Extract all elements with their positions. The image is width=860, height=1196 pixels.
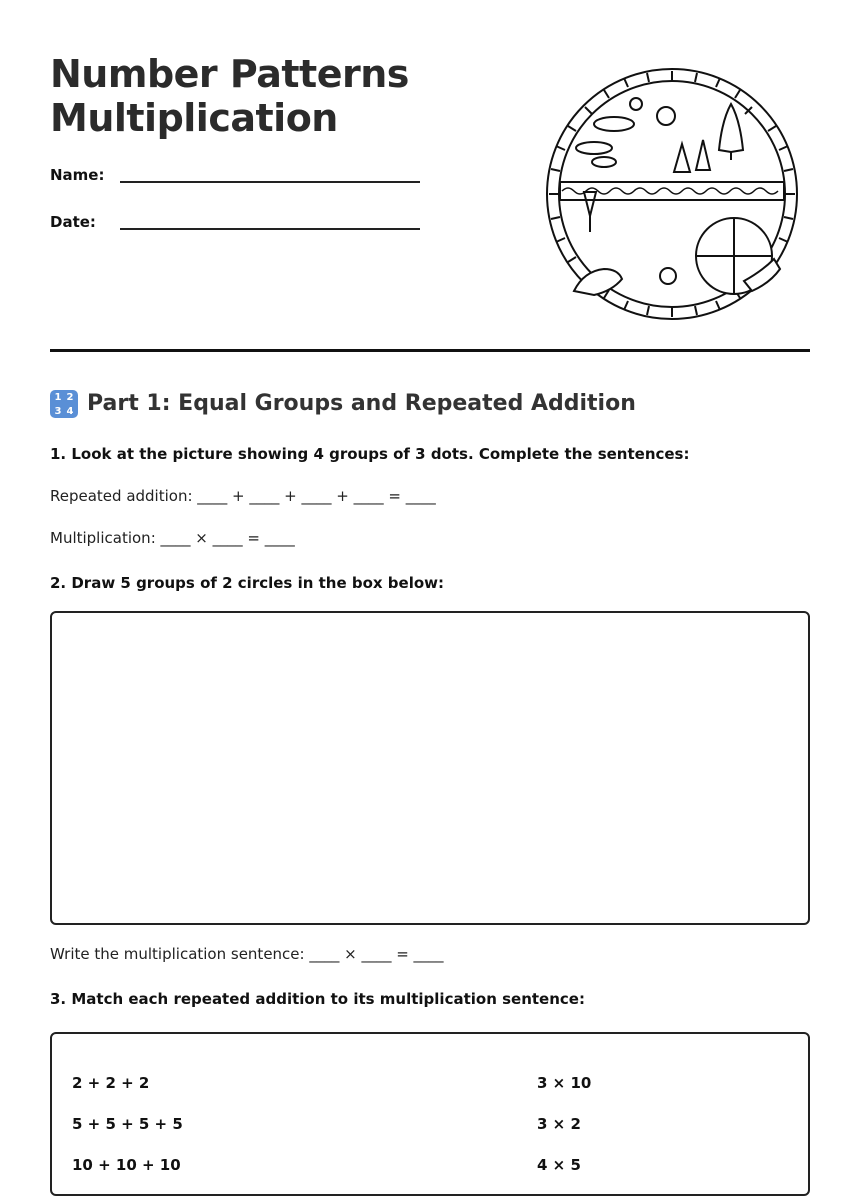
question-3-prompt: 3. Match each repeated addition to its multiplication sentence: (50, 990, 585, 1008)
match-right-item[interactable]: 4 × 5 (537, 1156, 581, 1174)
title-line-2: Multiplication (50, 96, 338, 140)
multiplication-line[interactable]: Multiplication: ____ × ____ = ____ (50, 529, 295, 547)
part1-title: Part 1: Equal Groups and Repeated Addition (87, 391, 636, 416)
match-left-item[interactable]: 10 + 10 + 10 (72, 1156, 181, 1174)
drawing-box[interactable] (50, 611, 810, 925)
page-title (50, 52, 409, 140)
input-numbers-icon: 1 2 3 4 (50, 390, 78, 418)
header-divider (50, 349, 810, 352)
repeated-addition-line[interactable]: Repeated addition: ____ + ____ + ____ + ____ = ____ (50, 487, 436, 505)
worksheet-page (50, 0, 810, 1174)
multiplication-sentence-line[interactable]: Write the multiplication sentence: ____ × ____ = ____ (50, 945, 444, 963)
match-left-item[interactable]: 5 + 5 + 5 + 5 (72, 1115, 183, 1133)
name-write-line[interactable] (120, 181, 420, 183)
seal-illustration (544, 66, 800, 322)
date-write-line[interactable] (120, 228, 420, 230)
question-2-prompt: 2. Draw 5 groups of 2 circles in the box below: (50, 574, 445, 592)
match-right-item[interactable]: 3 × 10 (537, 1074, 592, 1092)
name-label: Name: (50, 166, 105, 184)
date-label: Date: (50, 213, 96, 231)
match-left-item[interactable]: 2 + 2 + 2 (72, 1074, 150, 1092)
question-1-prompt: 1. Look at the picture showing 4 groups of 3 dots. Complete the sentences: (50, 445, 690, 463)
matching-box (50, 1032, 810, 1196)
title-line-1: Number Patterns (50, 52, 409, 96)
match-right-item[interactable]: 3 × 2 (537, 1115, 581, 1133)
part1-heading (50, 389, 636, 419)
